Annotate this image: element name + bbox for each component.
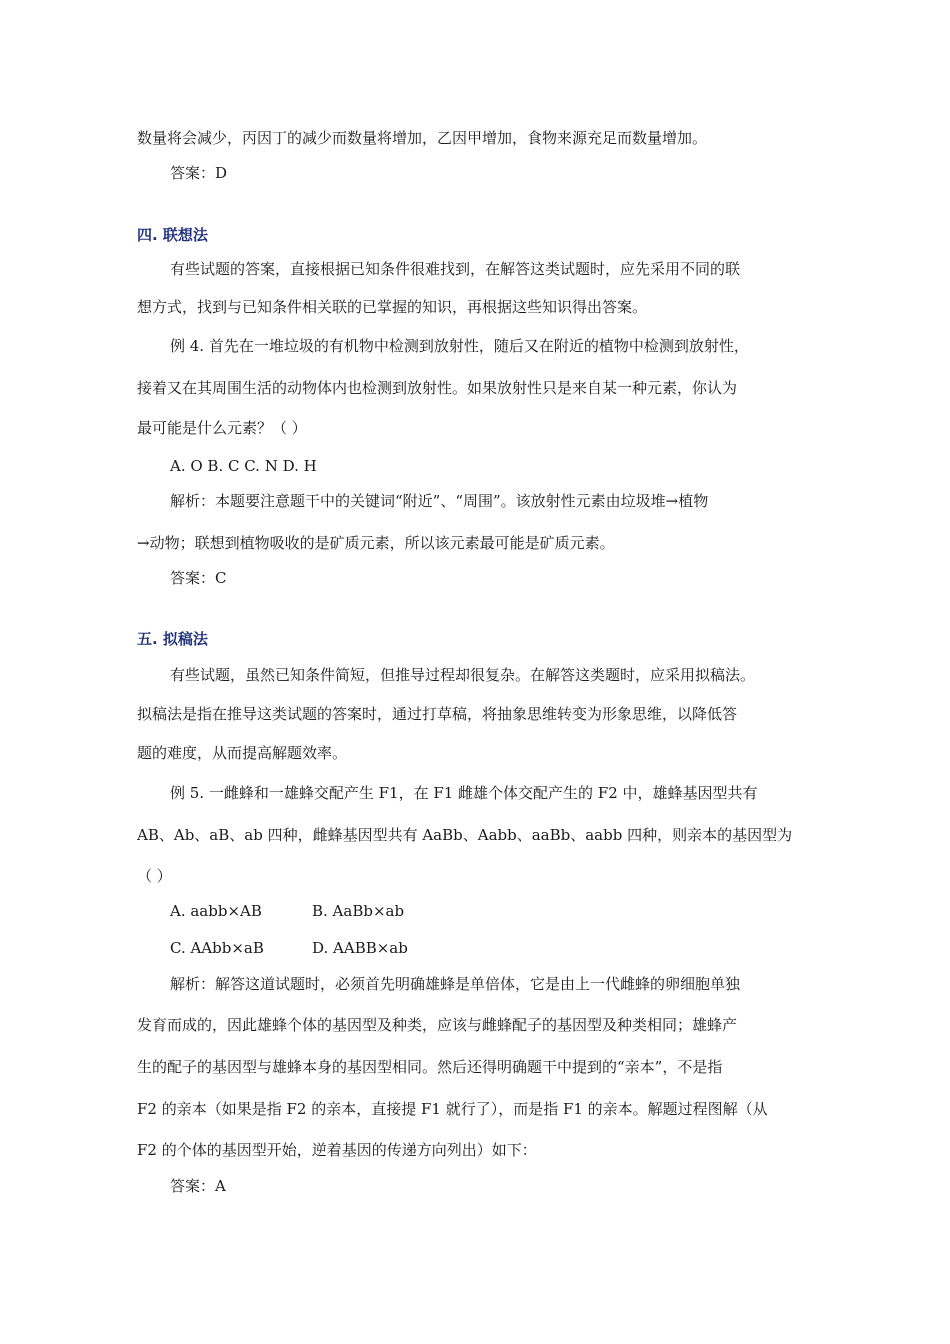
- options-line: A. O B. C C. N D. H: [170, 457, 317, 475]
- section-heading-associative: 四. 联想法: [137, 226, 208, 244]
- analysis-line: 发育而成的，因此雄蜂个体的基因型及种类，应该与雌蜂配子的基因型及种类相同；雄蜂产: [137, 1016, 738, 1034]
- example-line: 最可能是什么元素？（ ）: [137, 419, 307, 437]
- section-heading-drafting: 五. 拟稿法: [137, 630, 208, 648]
- example-line: 例 4. 首先在一堆垃圾的有机物中检测到放射性，随后又在附近的植物中检测到放射性，: [170, 337, 749, 355]
- paragraph-line: 数量将会减少，丙因丁的减少而数量将增加，乙因甲增加，食物来源充足而数量增加。: [137, 129, 708, 147]
- analysis-line: 生的配子的基因型与雄蜂本身的基因型相同。然后还得明确题干中提到的“亲本”，不是指: [137, 1058, 723, 1076]
- paragraph-line: 拟稿法是指在推导这类试题的答案时，通过打草稿，将抽象思维转变为形象思维，以降低答: [137, 705, 738, 723]
- option-a: A. aabb×AB: [170, 902, 262, 920]
- analysis-line: F2 的个体的基因型开始，逆着基因的传递方向列出）如下：: [137, 1141, 537, 1159]
- paragraph-line: 有些试题，虽然已知条件简短，但推导过程却很复杂。在解答这类题时，应采用拟稿法。: [170, 666, 756, 684]
- analysis-line: F2 的亲本（如果是指 F2 的亲本，直接提 F1 就行了），而是指 F1 的亲本。解题过程图解（从: [137, 1100, 768, 1118]
- example-line: （ ）: [137, 867, 172, 885]
- example-line: 例 5. 一雌蜂和一雄蜂交配产生 F1，在 F1 雌雄个体交配产生的 F2 中，雄蜂基因型共有: [170, 784, 758, 802]
- paragraph-line: 有些试题的答案，直接根据已知条件很难找到，在解答这类试题时，应先采用不同的联: [170, 260, 741, 278]
- answer-line: 答案：D: [170, 164, 228, 182]
- option-d: D. AABB×ab: [312, 939, 408, 957]
- example-line: AB、Ab、aB、ab 四种，雌蜂基因型共有 AaBb、Aabb、aaBb、aabb 四种，则亲本的基因型为: [137, 826, 793, 844]
- answer-line: 答案：C: [170, 569, 227, 587]
- option-c: C. AAbb×aB: [170, 939, 264, 957]
- example-line: 接着又在其周围生活的动物体内也检测到放射性。如果放射性只是来自某一种元素，你认为: [137, 379, 738, 397]
- analysis-line: →动物；联想到植物吸收的是矿质元素，所以该元素最可能是矿质元素。: [137, 534, 615, 552]
- paragraph-line: 题的难度，从而提高解题效率。: [137, 744, 348, 762]
- analysis-line: 解析：解答这道试题时，必须首先明确雄蜂是单倍体，它是由上一代雌蜂的卵细胞单独: [170, 975, 741, 993]
- answer-line: 答案：A: [170, 1177, 226, 1195]
- analysis-line: 解析：本题要注意题干中的关键词“附近”、“周围”。该放射性元素由垃圾堆→植物: [170, 492, 709, 510]
- option-b: B. AaBb×ab: [312, 902, 405, 920]
- paragraph-line: 想方式，找到与已知条件相关联的已掌握的知识，再根据这些知识得出答案。: [137, 298, 648, 316]
